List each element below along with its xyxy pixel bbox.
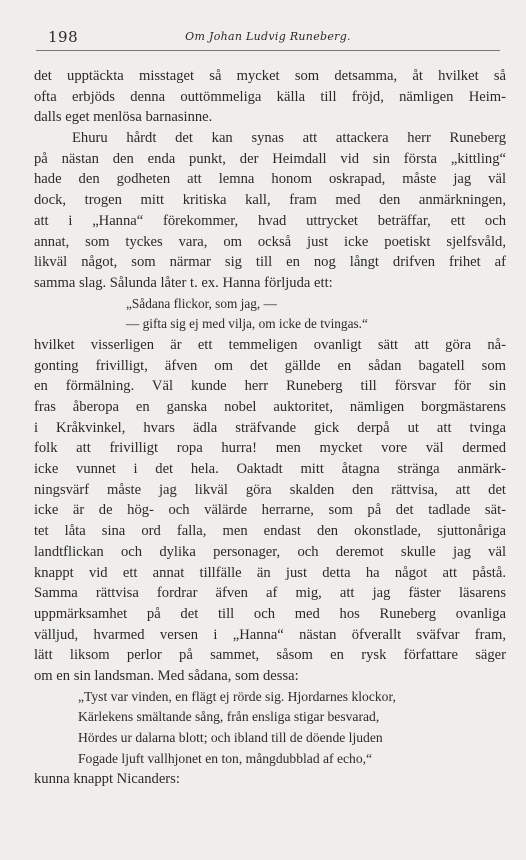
poem-line: Fogade ljuft vallhjonet en ton, mångdubblad af echo,“ bbox=[78, 750, 373, 766]
poem-line: Hördes ur dalarna blott; och ibland till de döende ljuden bbox=[78, 730, 383, 745]
text-line: hvilket visserligen är ett temmeligen ovanligt sätt att göra nå- bbox=[34, 336, 506, 353]
poem-line: „Tyst var vinden, en flägt ej rörde sig. Hjordarnes klockor, bbox=[78, 688, 396, 704]
text-line: om en sin landsman. Med sådana, som dessa: bbox=[34, 667, 299, 684]
text-line: tet låta sina ord falla, men endast den okonstlade, sjuttonåriga bbox=[34, 523, 506, 540]
text-line: lätt liksom perlor på sammet, såsom en rysk författare säger bbox=[34, 647, 506, 664]
running-title: Om Johan Ludvig Runeberg. bbox=[185, 30, 351, 43]
text-line: likväl något, som närmar sig till en nog långt drifven frihet af bbox=[34, 254, 506, 271]
text-line: kunna knappt Nicanders: bbox=[34, 771, 180, 788]
text-line: annat, som tyckes vara, om också just icke poetiskt sjelfsvåld, bbox=[34, 233, 506, 250]
text-line: i Kråkvinkel, hvars ädla sträfvande gick derpå ut att tvinga bbox=[34, 419, 506, 436]
body-text bbox=[34, 66, 506, 790]
text-line: Ehuru hårdt det kan synas att attackera herr Runeberg bbox=[72, 130, 506, 147]
page-number: 198 bbox=[48, 28, 79, 46]
text-line: hade den godheten att lemna honom oskrapad, måste jag väl bbox=[34, 171, 506, 188]
quote-line: — gifta sig ej med vilja, om icke de tvingas.“ bbox=[126, 316, 368, 332]
text-line: ofta erbjöds denna outtömmeliga källa till fröjd, nämligen Heim- bbox=[34, 88, 506, 105]
text-line: på nästan den enda punkt, der Heimdall vid sin första „kittling“ bbox=[34, 150, 506, 167]
text-line: knappt vid ett annat tillfälle än just detta ha något att påstå. bbox=[34, 564, 506, 581]
text-line: dock, trogen mitt kritiska kall, fram med den anmärkningen, bbox=[34, 192, 506, 209]
text-line: icke är de hög- och välärde herrarne, som på det tadlade sät- bbox=[34, 502, 506, 519]
text-line: gonting frivilligt, äfven om det gällde en sådan bagatell som bbox=[34, 357, 506, 374]
text-line: folk att frivilligt ropa hurra! men mycket vore väl dermed bbox=[34, 440, 506, 457]
text-line: uppmärksamhet på det till och med hos Runeberg ovanliga bbox=[34, 605, 506, 622]
text-line: det upptäckta misstaget så mycket som detsamma, åt hvilket så bbox=[34, 68, 506, 84]
text-line: välljud, hvarmed versen i „Hanna“ nästan öfverallt sväfvar fram, bbox=[34, 626, 506, 643]
text-line: fras åberopa en ganska nobel auktoritet, nämligen borgmästarens bbox=[34, 399, 506, 415]
text-line: dalls eget menlösa barnasinne. bbox=[34, 109, 213, 126]
text-line: samma slag. Sålunda låter t. ex. Hanna förljuda ett: bbox=[34, 274, 333, 291]
text-line: ningsvärf måste jag likväl göra skalden den rättvisa, att det bbox=[34, 481, 506, 498]
poem-line: Kärlekens smältande sång, från ensliga stigar besvarad, bbox=[78, 709, 380, 725]
text-line: landtflickan och dylika personager, och deremot skulle jag väl bbox=[34, 543, 506, 560]
text-line: Samma rättvisa fordrar äfven af mig, att jag fäster läsarens bbox=[34, 585, 506, 602]
text-line: icke vunnet i det hela. Oaktadt mitt åtagna stränga anmärk- bbox=[34, 461, 506, 478]
text-line: att i „Hanna“ förekommer, hvad uttrycket beträffar, ett och bbox=[34, 212, 506, 229]
text-line: en förmälning. Väl kunde herr Runeberg till försvar för sin bbox=[34, 378, 506, 395]
page-header bbox=[36, 26, 500, 51]
quote-line: „Sådana flickor, som jag, — bbox=[126, 295, 277, 311]
